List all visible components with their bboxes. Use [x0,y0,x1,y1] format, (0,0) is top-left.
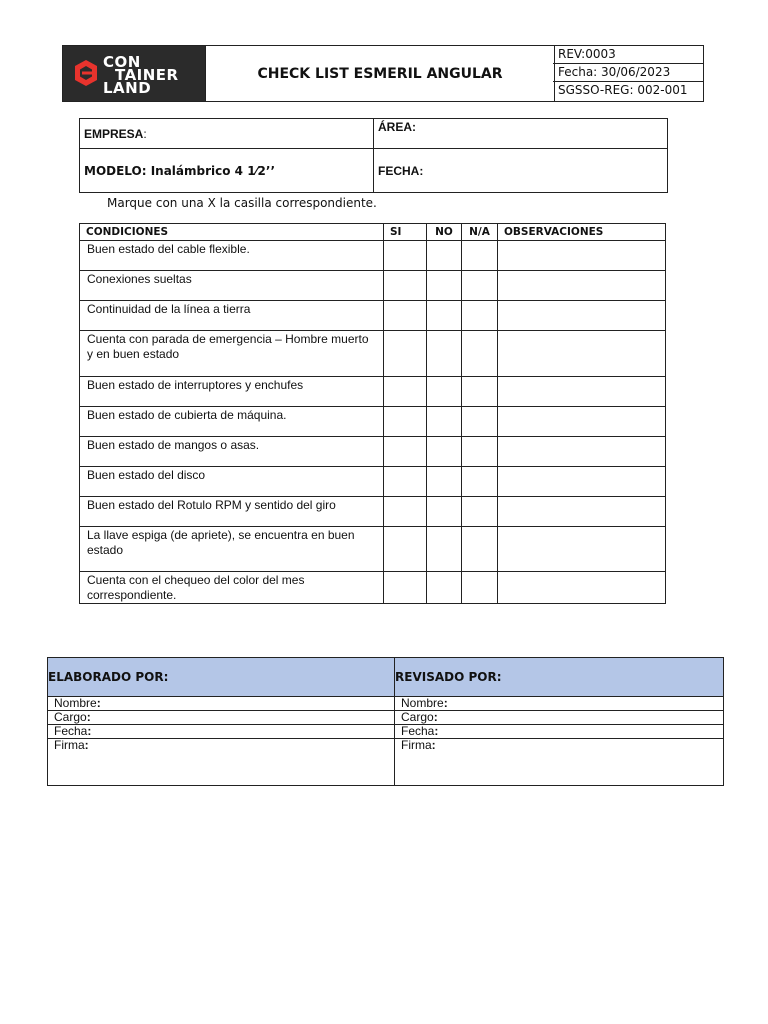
observaciones-cell[interactable] [498,437,666,467]
si-checkbox-cell[interactable] [384,467,427,497]
header-condiciones: CONDICIONES [80,224,384,241]
checklist-row [80,497,666,527]
observaciones-cell[interactable] [498,497,666,527]
document-meta [553,46,703,101]
na-checkbox-cell[interactable] [462,527,498,572]
si-checkbox-cell[interactable] [384,301,427,331]
signoff-table [47,657,724,786]
no-checkbox-cell[interactable] [427,437,462,467]
condition-text: Continuidad de la línea a tierra [80,301,384,331]
instructions: Marque con una X la casilla correspondiente. [107,196,377,210]
observaciones-cell[interactable] [498,407,666,437]
header-no: NO [427,224,462,241]
signoff-row [48,725,724,739]
condition-text: Buen estado de interruptores y enchufes [80,377,384,407]
checklist-row [80,407,666,437]
condition-text: Conexiones sueltas [80,271,384,301]
na-checkbox-cell[interactable] [462,301,498,331]
observaciones-cell[interactable] [498,271,666,301]
condition-text: Buen estado de mangos o asas. [80,437,384,467]
na-checkbox-cell[interactable] [462,377,498,407]
empresa-label: EMPRESA [84,126,144,141]
si-checkbox-cell[interactable] [384,407,427,437]
logo-icon [73,58,99,88]
empresa-cell[interactable]: EMPRESA: [80,119,374,149]
area-label: ÁREA: [378,120,416,134]
checklist-row [80,331,666,377]
header-na: N/A [462,224,498,241]
logo-line-2: TAINER [115,66,179,84]
na-checkbox-cell[interactable] [462,437,498,467]
si-checkbox-cell[interactable] [384,437,427,467]
no-checkbox-cell[interactable] [427,407,462,437]
no-checkbox-cell[interactable] [427,572,462,604]
si-checkbox-cell[interactable] [384,241,427,271]
observaciones-cell[interactable] [498,527,666,572]
checklist-row [80,241,666,271]
document-code: SGSSO-REG: 002-001 [558,83,688,97]
observaciones-cell[interactable] [498,467,666,497]
document-header [62,45,704,102]
na-checkbox-cell[interactable] [462,241,498,271]
checklist-row [80,377,666,407]
no-checkbox-cell[interactable] [427,377,462,407]
elaborado-fecha-field[interactable]: Fecha: [48,725,395,739]
checklist-row [80,572,666,604]
area-cell[interactable] [374,119,668,149]
si-checkbox-cell[interactable] [384,331,427,377]
condition-text: Buen estado del disco [80,467,384,497]
condition-text: Cuenta con parada de emergencia – Hombre muerto y en buen estado [80,331,384,377]
signoff-row [48,739,724,786]
field-label: Cargo [401,710,434,724]
header-si: SI [384,224,427,241]
checklist-row [80,527,666,572]
field-label: Firma [54,738,85,752]
modelo-cell [80,149,374,193]
observaciones-cell[interactable] [498,377,666,407]
signoff-row [48,697,724,711]
condition-text: La llave espiga (de apriete), se encuentra en buen estado [80,527,384,572]
condition-text: Buen estado del cable flexible. [80,241,384,271]
no-checkbox-cell[interactable] [427,497,462,527]
checklist-row [80,467,666,497]
condition-text: Buen estado de cubierta de máquina. [80,407,384,437]
company-info-table [79,118,668,193]
no-checkbox-cell[interactable] [427,241,462,271]
no-checkbox-cell[interactable] [427,467,462,497]
si-checkbox-cell[interactable] [384,377,427,407]
revisado-fecha-field[interactable]: Fecha: [395,725,724,739]
elaborado-firma-field[interactable]: Firma: [48,739,395,786]
no-checkbox-cell[interactable] [427,331,462,377]
revisado-nombre-field[interactable]: Nombre: [395,697,724,711]
checklist-table [79,223,666,604]
field-label: Cargo [54,710,87,724]
revisado-firma-field[interactable]: Firma: [395,739,724,786]
si-checkbox-cell[interactable] [384,271,427,301]
revision: REV:0003 [553,46,703,64]
checklist-row [80,301,666,331]
si-checkbox-cell[interactable] [384,527,427,572]
company-logo [63,46,205,101]
field-label: Nombre [54,696,97,710]
si-checkbox-cell[interactable] [384,572,427,604]
observaciones-cell[interactable] [498,301,666,331]
elaborado-cargo-field[interactable]: Cargo: [48,711,395,725]
elaborado-nombre-field[interactable]: Nombre: [48,697,395,711]
document-date: Fecha: 30/06/2023 [553,64,703,82]
logo-line-1: CON [103,53,141,71]
condition-text: Cuenta con el chequeo del color del mes correspondiente. [80,572,384,604]
na-checkbox-cell[interactable] [462,467,498,497]
document-title: CHECK LIST ESMERIL ANGULAR [205,46,555,101]
na-checkbox-cell[interactable] [462,271,498,301]
field-label: Fecha [401,724,435,738]
no-checkbox-cell[interactable] [427,301,462,331]
fecha-cell[interactable] [374,149,668,193]
field-label: Nombre [401,696,444,710]
revisado-cargo-field[interactable]: Cargo: [395,711,724,725]
na-checkbox-cell[interactable] [462,572,498,604]
checklist-row [80,437,666,467]
observaciones-cell[interactable] [498,241,666,271]
na-checkbox-cell[interactable] [462,497,498,527]
condition-text: Buen estado del Rotulo RPM y sentido del giro [80,497,384,527]
logo-line-3: LAND [103,79,152,97]
na-checkbox-cell[interactable] [462,331,498,377]
checklist-row [80,271,666,301]
modelo-label: MODELO: Inalámbrico 4 1⁄2’’ [84,163,276,178]
field-label: Firma [401,738,432,752]
observaciones-cell[interactable] [498,572,666,604]
field-label: Fecha [54,724,88,738]
observaciones-cell[interactable] [498,331,666,377]
no-checkbox-cell[interactable] [427,271,462,301]
revisado-por-header: REVISADO POR: [395,658,724,697]
na-checkbox-cell[interactable] [462,407,498,437]
no-checkbox-cell[interactable] [427,527,462,572]
fecha-label: FECHA: [378,163,424,178]
signoff-row [48,711,724,725]
header-observaciones: OBSERVACIONES [498,224,666,241]
si-checkbox-cell[interactable] [384,497,427,527]
elaborado-por-header: ELABORADO POR: [48,658,395,697]
